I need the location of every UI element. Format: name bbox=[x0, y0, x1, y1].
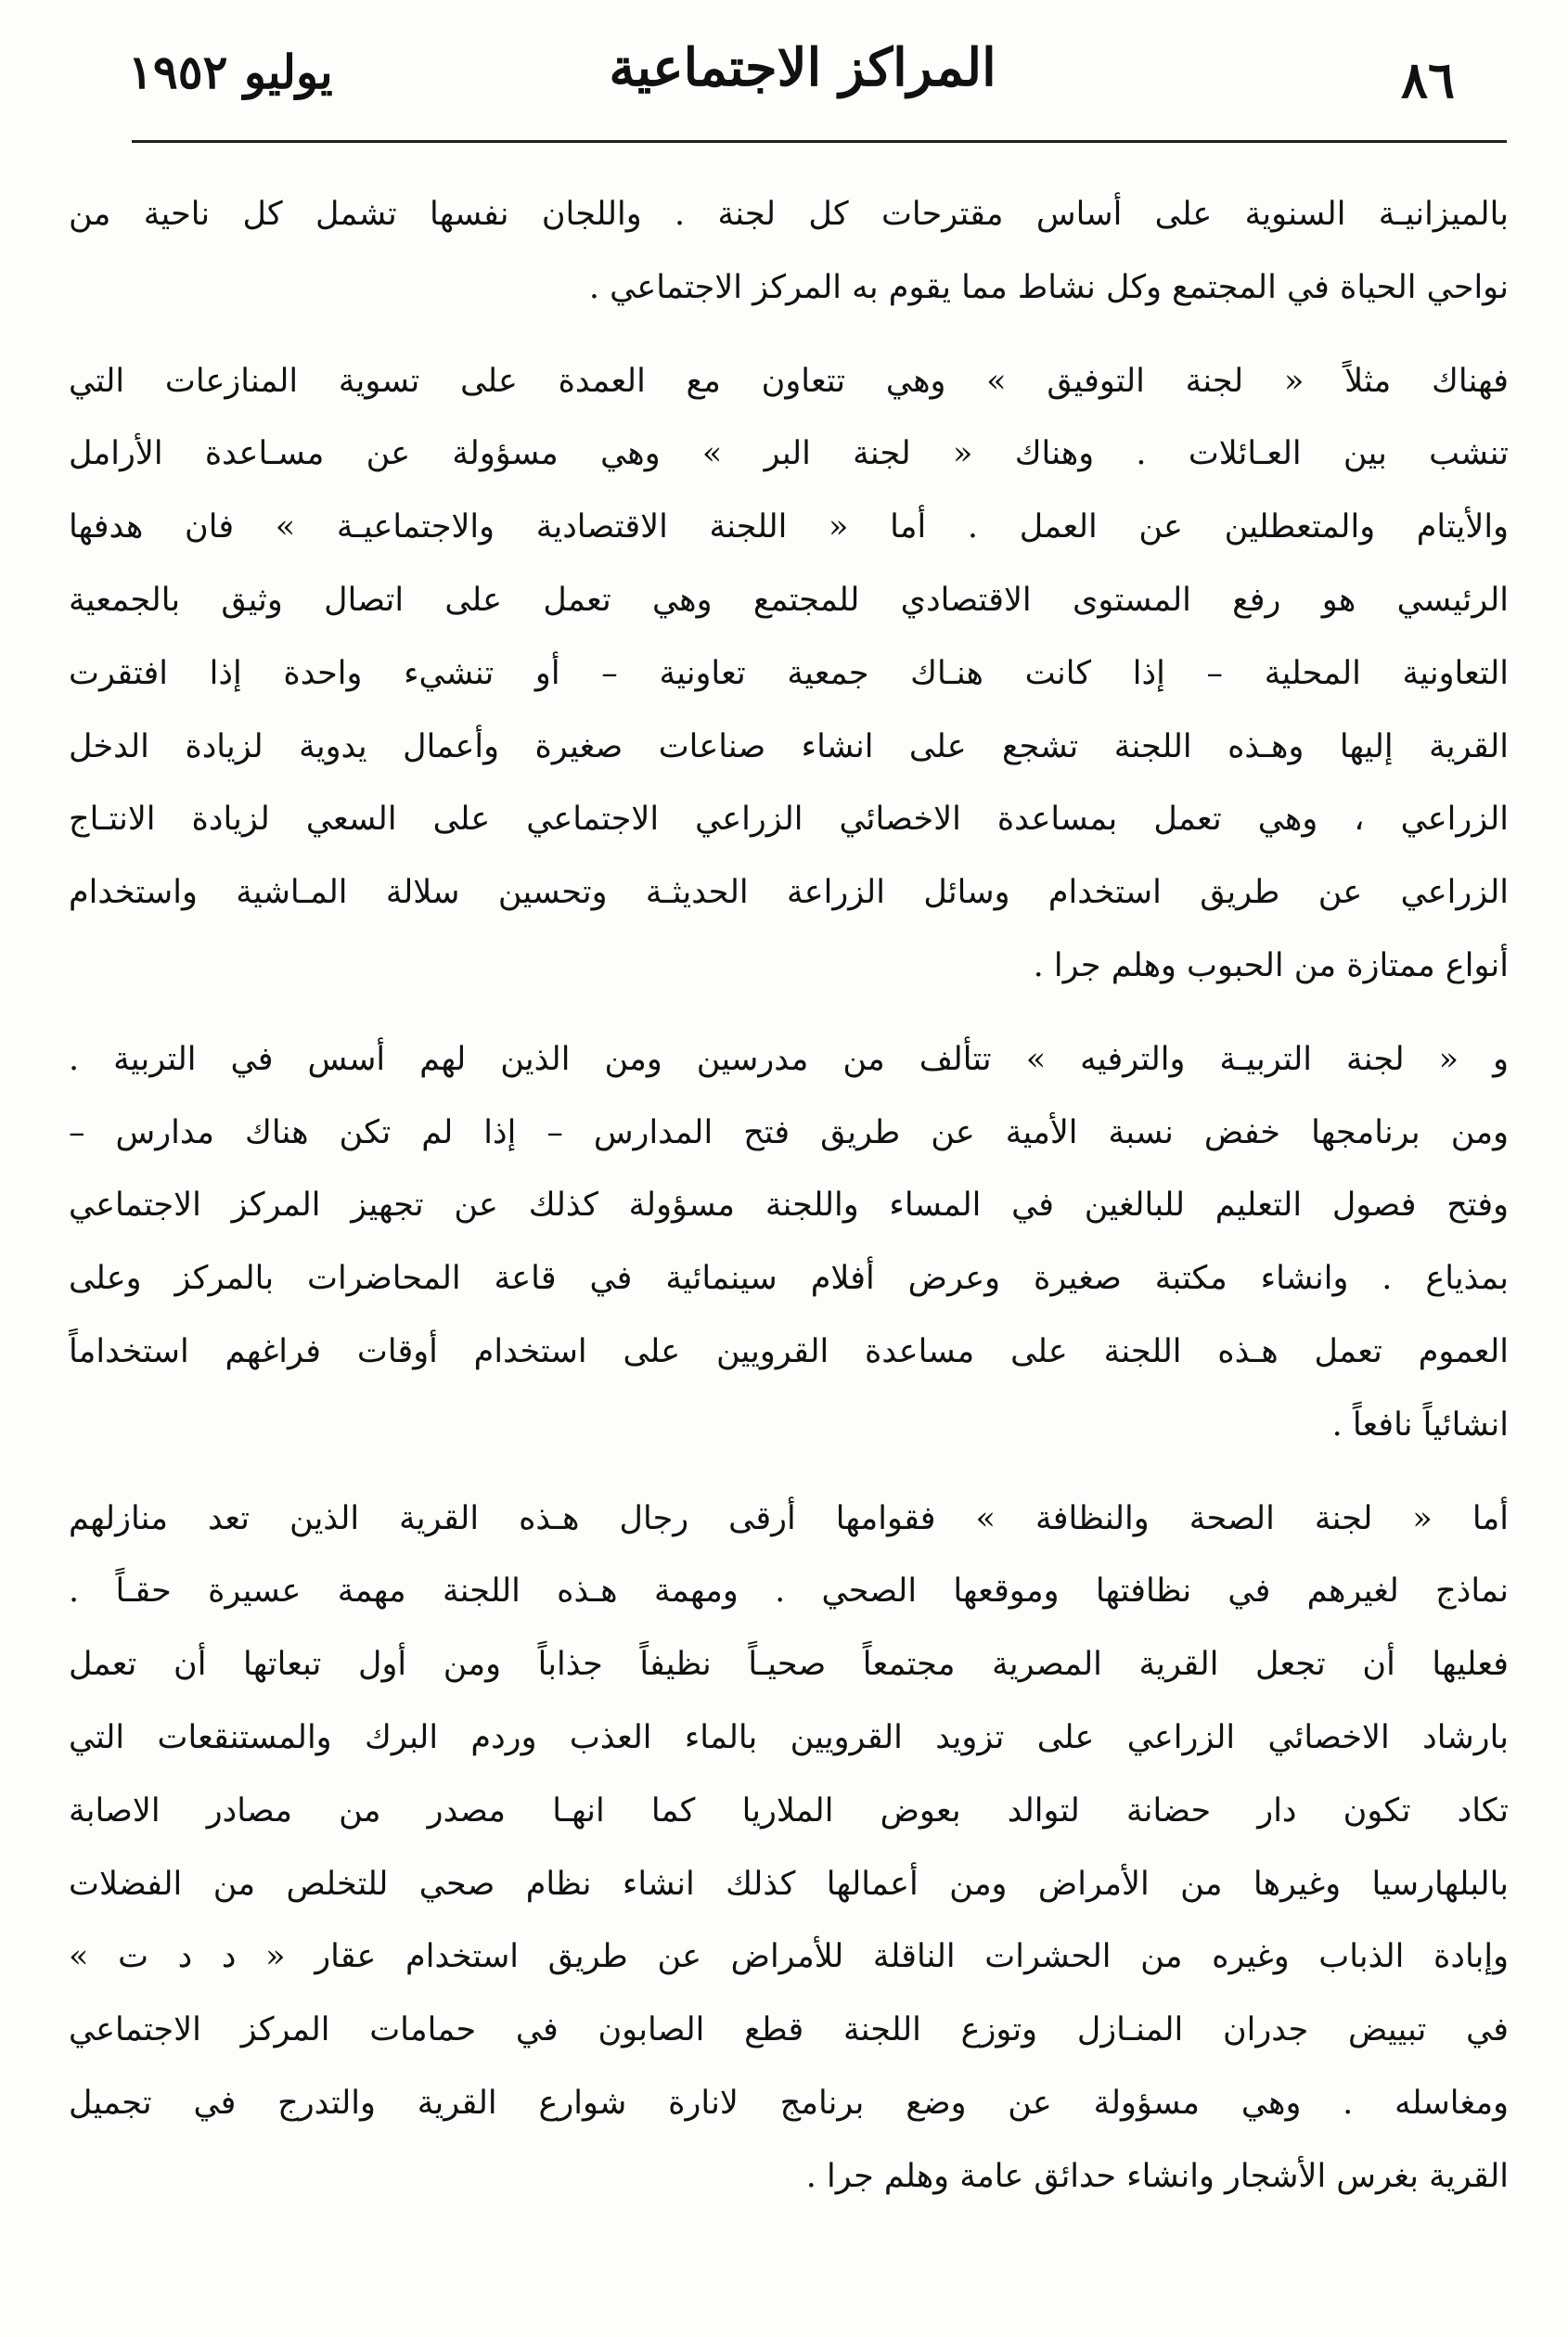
text-line: الزراعي ، وهي تعمل بمساعدة الاخصائي الزراعي الاجتماعي على السعي لزيادة الانتـاج bbox=[69, 801, 1509, 839]
header-rule bbox=[132, 140, 1507, 143]
text-line: بالميزانيـة السنوية على أساس مقترحات كل لجنة . واللجان نفسها تشمل كل ناحية من bbox=[69, 196, 1509, 233]
text-line: الرئيسي هو رفع المستوى الاقتصادي للمجتمع وهي تعمل على اتصال وثيق بالجمعية bbox=[69, 581, 1509, 619]
text-line: فعليها أن تجعل القرية المصرية مجتمعاً صحيـاً نظيفاً جذاباً ومن أول تبعاتها أن تعمل bbox=[69, 1646, 1509, 1684]
text-line: نواحي الحياة في المجتمع وكل نشاط مما يقوم به المركز الاجتماعي . bbox=[588, 268, 1509, 306]
page-number: ٨٦ bbox=[1400, 50, 1455, 109]
text-line: بارشاد الاخصائي الزراعي على تزويد القرويين بالماء العذب وردم البرك والمستنقعات التي bbox=[69, 1718, 1509, 1756]
text-line: أنواع ممتازة من الحبوب وهلم جرا . bbox=[1033, 946, 1509, 984]
text-line: انشائياً نافعاً . bbox=[1331, 1406, 1509, 1444]
text-line: نماذج لغيرهم في نظافتها وموقعها الصحي . ومهمة هـذه اللجنة مهمة عسيرة حقـاً . bbox=[69, 1573, 1509, 1611]
text-line: تكاد تكون دار حضانة لتوالد بعوض الملاريا كما انهـا مصدر من مصادر الاصابة bbox=[69, 1791, 1509, 1830]
text-line: أما « لجنة الصحة والنظافة » فقوامها أرقى رجال هـذه القرية الذين تعد منازلهم bbox=[69, 1499, 1509, 1537]
text-line: في تبييض جدران المنـازل وتوزع اللجنة قطع الصابون في حمامات المركز الاجتماعي bbox=[69, 2011, 1509, 2049]
text-line: وإبادة الذباب وغيره من الحشرات الناقلة للأمراض عن طريق استخدام عقار « د د ت » bbox=[69, 1938, 1509, 1976]
article-body bbox=[69, 178, 1509, 2214]
paragraph bbox=[69, 1483, 1509, 2214]
header-title: المراكز الاجتماعية bbox=[609, 37, 996, 98]
paragraph bbox=[69, 345, 1509, 1003]
text-line: ومن برنامجها خفض نسبة الأمية عن طريق فتح المدارس – إذا لم تكن هناك مدارس – bbox=[69, 1113, 1509, 1151]
text-line: القرية بغرس الأشجار وانشاء حدائق عامة وهلم جرا . bbox=[805, 2157, 1509, 2195]
text-line: القرية إليها وهـذه اللجنة تشجع على انشاء صناعات صغيرة وأعمال يدوية لزيادة الدخل bbox=[69, 727, 1509, 765]
paragraph bbox=[69, 1023, 1509, 1462]
text-line: ومغاسله . وهي مسؤولة عن وضع برنامج لانارة شوارع القرية والتدرج في تجميل bbox=[69, 2084, 1509, 2122]
text-line: تنشب بين العـائلات . وهناك « لجنة البر » وهي مسؤولة عن مسـاعدة الأرامل bbox=[69, 435, 1509, 473]
paragraph bbox=[69, 178, 1509, 325]
text-line: وفتح فصول التعليم للبالغين في المساء واللجنة مسؤولة كذلك عن تجهيز المركز الاجتماعي bbox=[69, 1187, 1509, 1225]
text-line: بمذياع . وانشاء مكتبة صغيرة وعرض أفلام سينمائية في قاعة المحاضرات بالمركز وعلى bbox=[69, 1260, 1509, 1298]
text-line: العموم تعمل هـذه اللجنة على مساعدة القرويين على استخدام أوقات فراغهم استخداماً bbox=[69, 1332, 1509, 1370]
text-line: و « لجنة التربيـة والترفيه » تتألف من مدرسين ومن الذين لهم أسس في التربية . bbox=[69, 1040, 1509, 1078]
text-line: التعاونية المحلية – إذا كانت هنـاك جمعية تعاونية – أو تنشيء واحدة إذا افتقرت bbox=[69, 654, 1509, 692]
text-line: فهناك مثلاً « لجنة التوفيق » وهي تتعاون مع العمدة على تسوية المنازعات التي bbox=[69, 362, 1509, 400]
text-line: الزراعي عن طريق استخدام وسائل الزراعة الحديثـة وتحسين سلالة المـاشية واستخدام bbox=[69, 874, 1509, 912]
text-line: بالبلهارسيا وغيرها من الأمراض ومن أعمالها كذلك انشاء نظام صحي للتخلص من الفضلات bbox=[69, 1865, 1509, 1903]
text-line: والأيتام والمتعطلين عن العمل . أما « اللجنة الاقتصادية والاجتماعيـة » فان هدفها bbox=[69, 508, 1509, 546]
header-date: يوليو ١٩٥٢ bbox=[128, 45, 333, 99]
running-header bbox=[102, 37, 1503, 122]
